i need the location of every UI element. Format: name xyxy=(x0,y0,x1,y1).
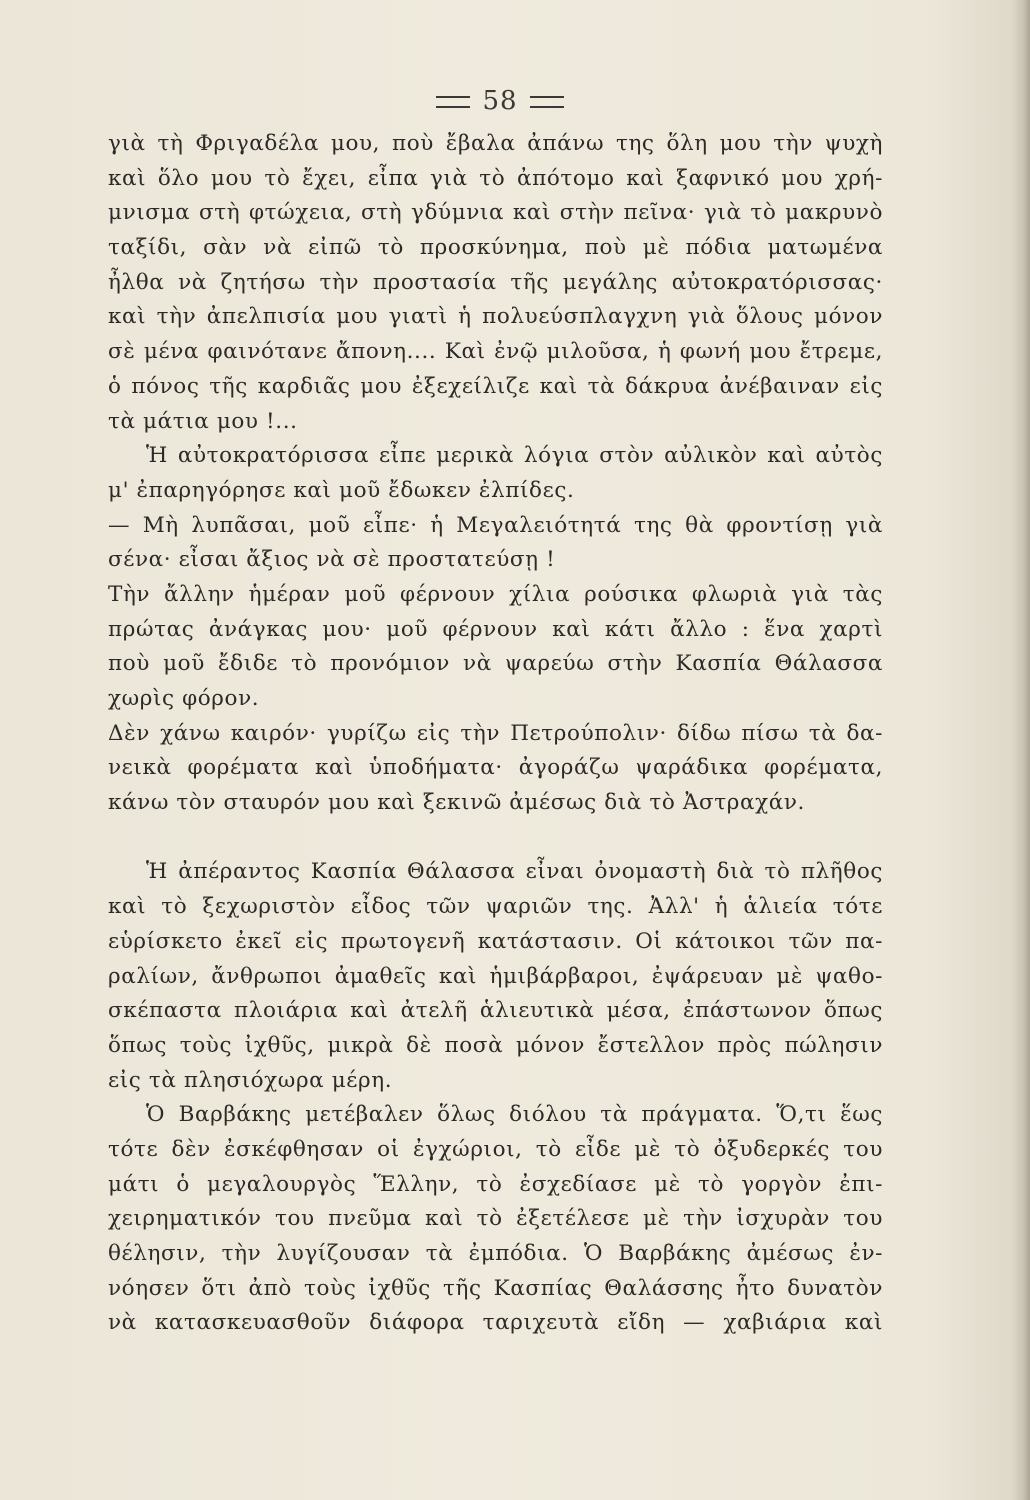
text-line: Ἡ ἀπέραντος Κασπία Θάλασσα εἶναι ὀνομαστὴ διὰ τὸ πλῆθος xyxy=(146,859,883,885)
text-line: Δὲν χάνω καιρόν· γυρίζω εἰς τὴν Πετρούπολιν· δίδω πίσω τὰ δα- xyxy=(108,720,883,746)
text-line: γιὰ τὴ Φριγαδέλα μου, ποὺ ἔβαλα ἀπάνω της ὅλη μου τὴν ψυχὴ xyxy=(108,131,883,156)
right-double-dash xyxy=(530,96,564,108)
paragraph-gap xyxy=(108,821,883,856)
text-line: χωρὶς φόρον. xyxy=(108,686,260,711)
text-line: χειρηματικόν του πνεῦμα καὶ τὸ ἐξετέλεσε μὲ τὴν ἰσχυρὰν του xyxy=(108,1206,883,1232)
text-line: Ἡ αὐτοκρατόρισσα εἶπε μερικὰ λόγια στὸν αὐλικὸν καὶ αὐτὸς xyxy=(146,443,883,469)
text-line: μνισμα στὴ φτώχεια, στὴ γδύμνια καὶ στὴν πεῖνα· γιὰ τὸ μακρυνὸ xyxy=(108,200,883,226)
text-line: σκέπαστα πλοιάρια καὶ ἀτελῆ ἁλιευτικὰ μέσα, ἐπάστωνον ὅπως xyxy=(108,998,883,1024)
page-number-value: 58 xyxy=(482,86,518,116)
text-line: τὰ μάτια μου !... xyxy=(108,408,298,434)
text-line: — Μὴ λυπᾶσαι, μοῦ εἶπε· ἡ Μεγαλειότητά της θὰ φροντίσῃ γιὰ xyxy=(108,512,883,538)
text-line: ποὺ μοῦ ἔδιδε τὸ προνόμιον νὰ ψαρεύω στὴν Κασπία Θάλασσα xyxy=(108,651,883,677)
text-line: καὶ ὅλο μου τὸ ἔχει, εἶπα γιὰ τὸ ἀπότομο καὶ ξαφνικό μου χρή- xyxy=(108,165,883,191)
text-line: σὲ μένα φαινότανε ἄπονη.... Καὶ ἐνῷ μιλοῦσα, ἡ φωνή μου ἔτρεμε, xyxy=(108,339,883,365)
text-line: εἰς τὰ πλησιόχωρα μέρη. xyxy=(108,1067,393,1093)
text-line: μάτι ὁ μεγαλουργὸς Ἕλλην, τὸ ἐσχεδίασε μὲ τὸ γοργὸν ἐπι- xyxy=(108,1171,883,1197)
page-edge-shadow xyxy=(1012,0,1030,1500)
text-line: ὁ πόνος τῆς καρδιᾶς μου ἐξεχείλιζε καὶ τὰ δάκρυα ἀνέβαιναν εἰς xyxy=(108,373,883,399)
text-line: κάνω τὸν σταυρόν μου καὶ ξεκινῶ ἀμέσως διὰ τὸ Ἀστραχάν. xyxy=(108,790,805,816)
left-double-dash xyxy=(436,96,470,108)
text-line: σένα· εἶσαι ἄξιος νὰ σὲ προστατεύσῃ ! xyxy=(108,547,556,573)
text-line: εὑρίσκετο ἐκεῖ εἰς πρωτογενῆ κατάστασιν. Οἱ κάτοικοι τῶν πα- xyxy=(108,928,883,954)
text-line: θέλησιν, τὴν λυγίζουσαν τὰ ἐμπόδια. Ὁ Βαρβάκης ἀμέσως ἐν- xyxy=(108,1241,883,1266)
text-line: πρώτας ἀνάγκας μου· μοῦ φέρνουν καὶ κάτι ἄλλο : ἕνα χαρτὶ xyxy=(108,616,883,642)
text-line: ραλίων, ἄνθρωποι ἀμαθεῖς καὶ ἡμιβάρβαροι, ἐψάρευαν μὲ ψαθο- xyxy=(108,963,883,989)
text-line: νόησεν ὅτι ἀπὸ τοὺς ἰχθῦς τῆς Κασπίας Θαλάσσης ἦτο δυνατὸν xyxy=(108,1275,883,1301)
text-line: καὶ τὸ ξεχωριστὸν εἶδος τῶν ψαριῶν της. Ἀλλ' ἡ ἁλιεία τότε xyxy=(108,894,883,920)
text-line: νὰ κατασκευασθοῦν διάφορα ταριχευτὰ εἴδη — χαβιάρια καὶ xyxy=(108,1310,883,1336)
text-line: τότε δὲν ἐσκέφθησαν οἱ ἐγχώριοι, τὸ εἶδε μὲ τὸ ὀξυδερκές του xyxy=(108,1136,883,1162)
text-line: μ' ἐπαρηγόρησε καὶ μοῦ ἔδωκεν ἐλπίδες. xyxy=(108,477,575,503)
text-line: ταξίδι, σὰν νὰ εἰπῶ τὸ προσκύνημα, ποὺ μὲ πόδια ματωμένα xyxy=(108,235,883,261)
text-line: Τὴν ἄλλην ἡμέραν μοῦ φέρνουν χίλια ρούσικα φλωριὰ γιὰ τὰς xyxy=(108,581,883,607)
text-line: νεικὰ φορέματα καὶ ὑποδήματα· ἀγοράζω ψαράδικα φορέματα, xyxy=(108,755,883,781)
page-number xyxy=(0,86,1000,116)
text-line: καὶ τὴν ἀπελπισία μου γιατὶ ἡ πολυεύσπλαγχνη γιὰ ὅλους μόνον xyxy=(108,304,883,330)
body-text xyxy=(108,127,883,1341)
text-line: ἦλθα νὰ ζητήσω τὴν προστασία τῆς μεγάλης αὐτοκρατόρισσας· xyxy=(108,269,883,295)
text-line: ὅπως τοὺς ἰχθῦς, μικρὰ δὲ ποσὰ μόνον ἔστελλον πρὸς πώλησιν xyxy=(108,1032,883,1058)
text-line: Ὁ Βαρβάκης μετέβαλεν ὅλως διόλου τὰ πράγματα. Ὅ,τι ἕως xyxy=(146,1102,883,1128)
